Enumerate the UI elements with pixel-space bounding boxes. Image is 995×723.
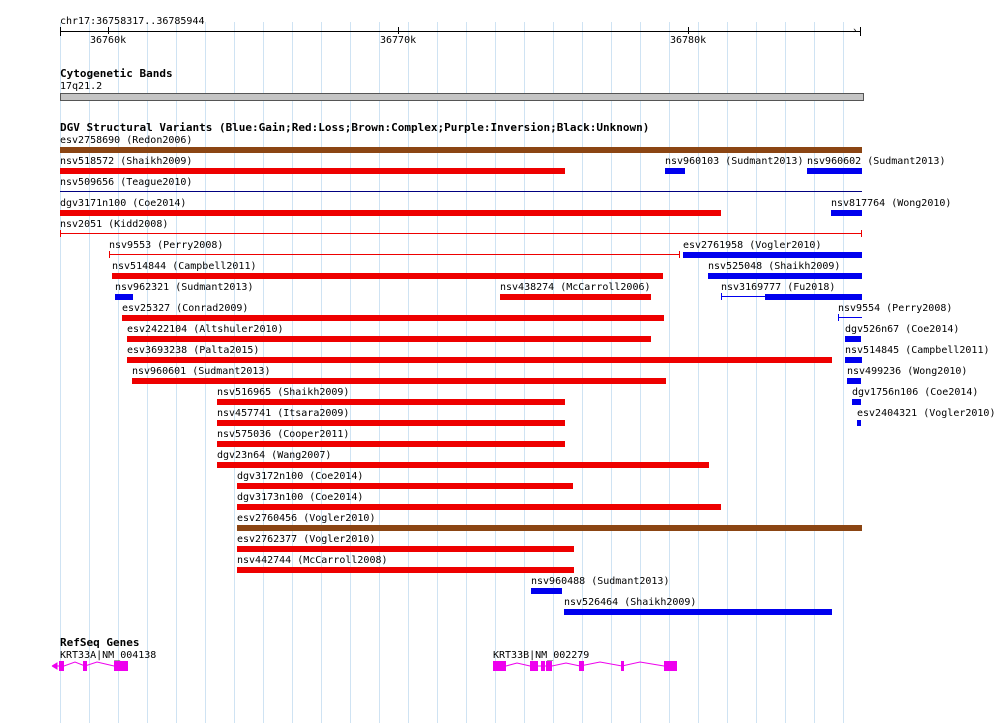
dgv-track-title[interactable]: DGV Structural Variants (Blue:Gain;Red:Loss;Brown:Complex;Purple:Inversion;Black:Unknown) (60, 121, 650, 134)
feature-label[interactable]: nsv525048 (Shaikh2009) (708, 261, 841, 272)
feature-label[interactable]: nsv457741 (Itsara2009) (217, 408, 350, 419)
cytoband-track-title[interactable]: Cytogenetic Bands (60, 67, 173, 80)
grid-line (843, 22, 844, 723)
gene-exon (59, 661, 64, 671)
feature-bar-gain[interactable] (531, 588, 562, 594)
feature-label[interactable]: esv2404321 (Vogler2010) (857, 408, 995, 419)
grid-line (727, 22, 728, 723)
cytoband-label: 17q21.2 (60, 81, 103, 92)
feature-bar-gain[interactable] (831, 210, 862, 216)
feature-label[interactable]: esv3693238 (Palta2015) (127, 345, 260, 356)
feature-label[interactable]: nsv960601 (Sudmant2013) (132, 366, 271, 377)
gene-model-krt33b[interactable] (493, 661, 677, 671)
gene-model-krt33a[interactable] (52, 661, 128, 671)
feature-end-tick (679, 251, 680, 258)
feature-bar-loss[interactable] (217, 441, 565, 447)
feature-end-tick (60, 230, 61, 237)
feature-bar-complex[interactable] (60, 147, 862, 153)
grid-line (785, 22, 786, 723)
feature-label[interactable]: esv2422104 (Altshuler2010) (127, 324, 284, 335)
feature-label[interactable]: nsv518572 (Shaikh2009) (60, 156, 193, 167)
feature-label[interactable]: esv2758690 (Redon2006) (60, 135, 193, 146)
feature-label[interactable]: dgv3171n100 (Coe2014) (60, 198, 187, 209)
grid-line (756, 22, 757, 723)
feature-label[interactable]: nsv962321 (Sudmant2013) (115, 282, 254, 293)
feature-bar-loss[interactable] (127, 336, 651, 342)
feature-bar-loss[interactable] (217, 462, 709, 468)
feature-bar-gain[interactable] (852, 399, 861, 405)
feature-bar-loss[interactable] (237, 504, 721, 510)
ruler-tick-label: 36760k (90, 35, 127, 46)
feature-bar-gain[interactable] (845, 357, 862, 363)
strand-arrow-icon (52, 663, 57, 669)
feature-end-tick (838, 314, 839, 321)
feature-bar-loss[interactable] (132, 378, 666, 384)
gene-exon (493, 661, 506, 671)
feature-label[interactable]: nsv499236 (Wong2010) (847, 366, 968, 377)
ruler-major-tick (688, 27, 689, 34)
ruler-major-tick (108, 27, 109, 34)
feature-label[interactable]: nsv817764 (Wong2010) (831, 198, 952, 209)
feature-bar-loss[interactable] (127, 357, 832, 363)
feature-bar-gain[interactable] (847, 378, 861, 384)
feature-label[interactable]: nsv442744 (McCarroll2008) (237, 555, 388, 566)
ruler-major-tick (398, 27, 399, 34)
feature-bar-gain[interactable] (665, 168, 685, 174)
feature-bar-loss[interactable] (237, 483, 573, 489)
gene-exon (579, 661, 584, 671)
feature-label[interactable]: dgv1756n106 (Coe2014) (852, 387, 979, 398)
feature-label[interactable]: dgv526n67 (Coe2014) (845, 324, 960, 335)
feature-bar-loss[interactable] (60, 168, 565, 174)
gene-label[interactable]: KRT33A|NM_004138 (60, 650, 157, 661)
cytoband-bar[interactable] (60, 93, 864, 101)
feature-label[interactable]: nsv2051 (Kidd2008) (60, 219, 169, 230)
feature-label[interactable]: nsv960488 (Sudmant2013) (531, 576, 670, 587)
feature-label[interactable]: dgv3172n100 (Coe2014) (237, 471, 364, 482)
gene-intron (506, 662, 664, 666)
feature-bar-loss[interactable] (237, 546, 574, 552)
feature-intron-line (721, 296, 765, 297)
feature-bar-gain[interactable] (708, 273, 862, 279)
feature-label[interactable]: dgv23n64 (Wang2007) (217, 450, 332, 461)
feature-bar-loss[interactable] (60, 210, 721, 216)
feature-bar-gain[interactable] (807, 168, 862, 174)
ruler-end-tick (60, 27, 61, 36)
feature-end-tick (861, 230, 862, 237)
feature-label[interactable]: esv2760456 (Vogler2010) (237, 513, 376, 524)
feature-label[interactable]: nsv960103 (Sudmant2013) (665, 156, 804, 167)
feature-end-tick (109, 251, 110, 258)
feature-bar-loss[interactable] (112, 273, 663, 279)
feature-label[interactable]: nsv509656 (Teague2010) (60, 177, 193, 188)
grid-line (814, 22, 815, 723)
feature-label[interactable]: esv2762377 (Vogler2010) (237, 534, 376, 545)
feature-bar-loss[interactable] (122, 315, 664, 321)
feature-label[interactable]: nsv960602 (Sudmant2013) (807, 156, 946, 167)
feature-bar-gain[interactable] (838, 317, 862, 318)
ruler-tick-label: 36770k (380, 35, 417, 46)
refseq-gene-models[interactable] (0, 655, 890, 677)
feature-bar-loss[interactable] (237, 567, 574, 573)
gene-exon (664, 661, 677, 671)
feature-bar-loss[interactable] (217, 420, 565, 426)
feature-label[interactable]: nsv526464 (Shaikh2009) (564, 597, 697, 608)
feature-label[interactable]: esv25327 (Conrad2009) (122, 303, 249, 314)
feature-bar-gain[interactable] (857, 420, 861, 426)
gene-exon (546, 661, 552, 671)
feature-label[interactable]: nsv3169777 (Fu2018) (721, 282, 836, 293)
feature-bar-loss[interactable] (60, 233, 862, 234)
locus-label: chr17:36758317..36785944 (60, 16, 205, 27)
gene-label[interactable]: KRT33B|NM_002279 (493, 650, 590, 661)
feature-label[interactable]: nsv516965 (Shaikh2009) (217, 387, 350, 398)
gene-exon (83, 661, 87, 671)
feature-bar-loss[interactable] (500, 294, 651, 300)
feature-label[interactable]: nsv9553 (Perry2008) (109, 240, 224, 251)
refseq-track-title[interactable]: RefSeq Genes (60, 636, 140, 649)
feature-label[interactable]: nsv514845 (Campbell2011) (845, 345, 990, 356)
ruler-arrow-icon: › (852, 26, 858, 36)
feature-label[interactable]: nsv514844 (Campbell2011) (112, 261, 257, 272)
feature-end-tick (721, 293, 722, 300)
ruler-end-tick (860, 27, 861, 36)
grid-line (698, 22, 699, 723)
gene-exon (114, 661, 128, 671)
feature-bar-unknown[interactable] (60, 191, 862, 192)
grid-line (669, 22, 670, 723)
gene-exon (530, 661, 538, 671)
feature-bar-gain[interactable] (564, 609, 832, 615)
feature-bar-loss[interactable] (109, 254, 680, 255)
ruler-axis (60, 31, 861, 32)
gene-exon (621, 661, 624, 671)
ruler-tick-label: 36780k (670, 35, 707, 46)
feature-bar-loss[interactable] (217, 399, 565, 405)
feature-label[interactable]: dgv3173n100 (Coe2014) (237, 492, 364, 503)
feature-label[interactable]: nsv438274 (McCarroll2006) (500, 282, 651, 293)
feature-label[interactable]: esv2761958 (Vogler2010) (683, 240, 822, 251)
gene-exon (541, 661, 545, 671)
feature-bar-gain[interactable] (765, 294, 862, 300)
feature-bar-gain[interactable] (845, 336, 861, 342)
feature-bar-gain[interactable] (115, 294, 133, 300)
feature-label[interactable]: nsv575036 (Cooper2011) (217, 429, 350, 440)
feature-label[interactable]: nsv9554 (Perry2008) (838, 303, 953, 314)
feature-bar-gain[interactable] (683, 252, 862, 258)
feature-bar-complex[interactable] (237, 525, 862, 531)
